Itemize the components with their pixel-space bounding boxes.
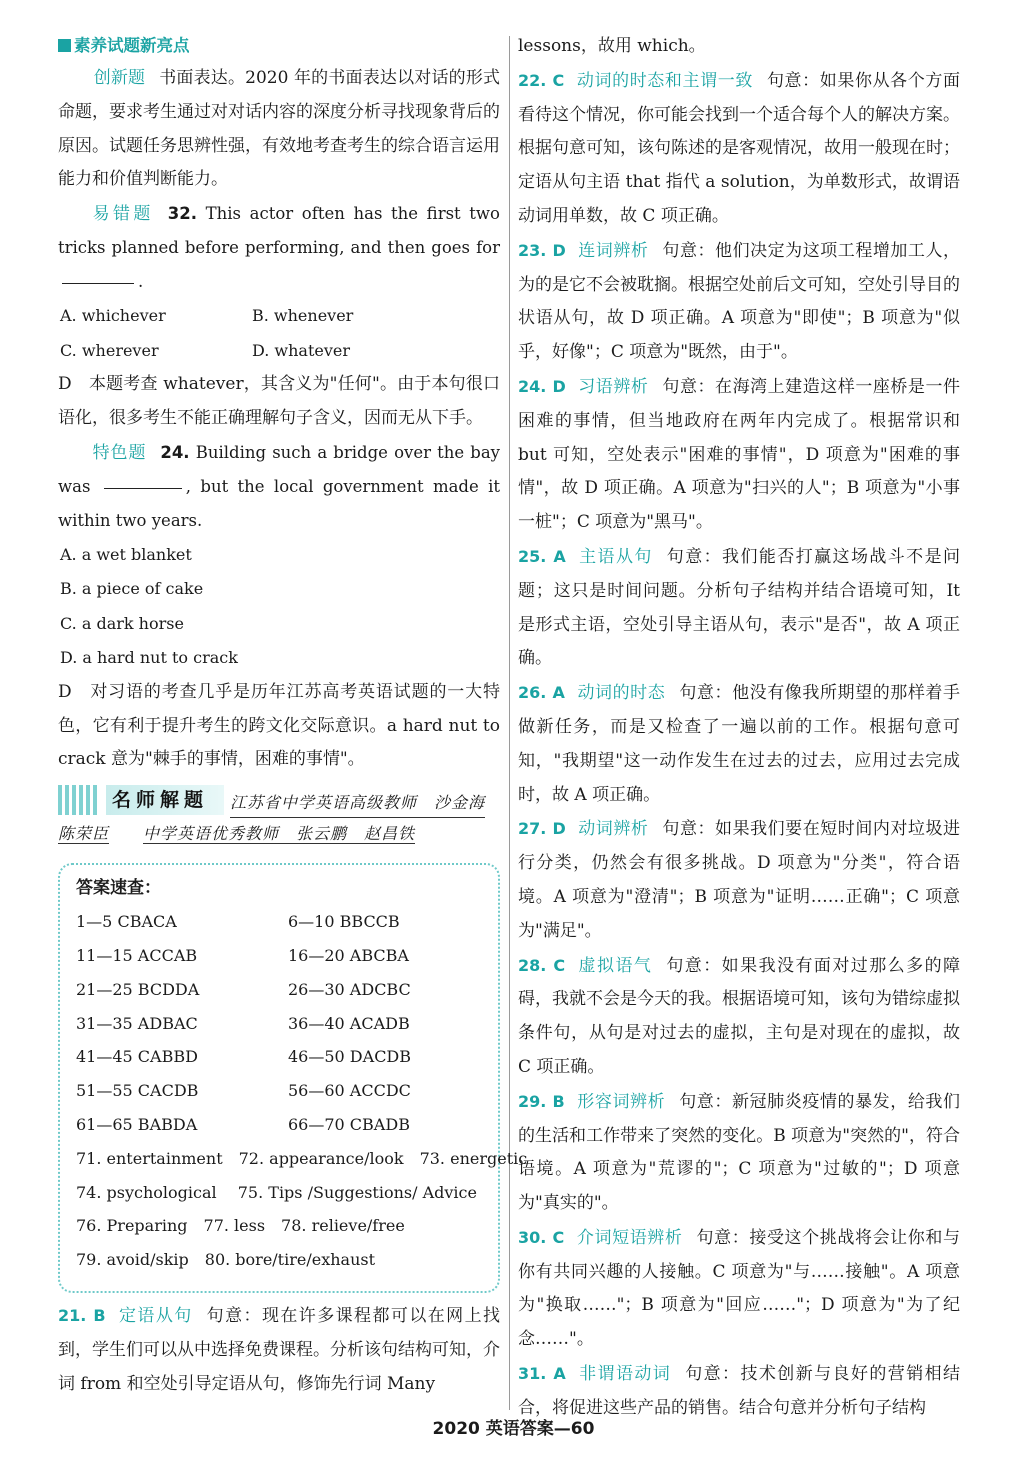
explanation-item: 22. C 动词的时态和主谓一致 句意：如果你从各个方面看待这个情况，你可能会找到一个适合每个人的解决方案。根据句意可知，该句陈述的是客观情况，故用一般现在时；定语从句主语 that 指代 a solution，为单数形式，故谓语动词用单数，故 C 项正确。 [518,70,961,226]
question-number: 25. A [518,546,566,566]
answer-line: 79. avoid/skip 80. bore/tire/exhaust [76,1250,376,1270]
answer-group: 11—15 ACCAB [76,945,198,965]
question-number: 27. D [518,819,566,839]
error-prone-options [58,299,500,368]
grammar-tag: 连词辨析 [577,240,649,261]
error-prone-explanation: D 本题考查 whatever，其含义为"任何"。由于本句很口语化，很多考生不能正确理解句子含义，因而无从下手。 [58,374,500,428]
innovative-tag: 创新题 [93,68,146,88]
option: B. a piece of cake [60,579,204,599]
explanation-item: 28. C 虚拟语气 句意：如果我没有面对过那么多的障碍，我就不会是今天的我。根据语境可知，该句为错综虚拟条件句，从句是对过去的虚拟，主句是对现在的虚拟，故 C 项正确。 [518,955,961,1077]
question-number: 29. B [518,1091,565,1111]
page-footer: 2020 英语答案—60 [432,1419,595,1439]
grammar-tag: 动词的时态 [576,683,666,704]
explanation-item: 30. C 介词短语辨析 句意：接受这个挑战将会让你和与你有共同兴趣的人接触。C 项意为"与……接触"。A 项意为"换取……"；B 项意为"回应……"；D 项意为"为了纪念……"。 [518,1227,961,1350]
answer-group: 66—70 CBADB [288,1114,410,1134]
teacher-names: 江苏省中学英语高级教师 沙金海 [230,789,485,818]
answer-box [58,863,528,1293]
answer-grid [76,905,486,1142]
answer-group: 46—50 DACDB [288,1047,412,1067]
answer-line: 71. entertainment 72. appearance/look 73. energetic [76,1148,528,1168]
answer-line: 74. psychological 75. Tips /Suggestions/ Advice [76,1182,477,1202]
question-21-explanation: 21. B 定语从句 句意：现在许多课程都可以在网上找到，学生们可以从中选择免费课程。分析该句结构可知，介词 from 和空处引导定语从句，修饰先行词 Many [58,1306,501,1394]
question-21-continued: lessons，故用 which。 [518,36,706,56]
answer-box-title: 答案速查： [76,878,161,899]
grammar-tag: 虚拟语气 [577,955,653,976]
question-number: 30. C [518,1227,565,1247]
answer-group: 56—60 ACCDC [288,1081,411,1101]
question-number: 21. B [58,1306,106,1326]
right-column [518,30,960,1426]
answer-group: 6—10 BBCCB [288,912,400,932]
teacher-banner [58,781,500,819]
answer-line: 76. Preparing 77. less 78. relieve/free [76,1216,405,1236]
answer-group: 41—45 CABBD [76,1047,198,1067]
question-number: 24. D [518,376,566,396]
question-number: 24. [160,442,190,462]
grammar-tag: 动词辨析 [577,819,649,840]
question-number: 23. D [518,240,566,260]
square-icon [58,39,71,52]
question-number: 26. A [518,683,565,703]
answer-group: 31—35 ADBAC [76,1013,198,1033]
error-prone-tag: 易错题 [92,204,154,225]
answer-group: 61—65 BABDA [76,1114,198,1134]
grammar-tag: 习语辨析 [577,376,649,397]
innovative-paragraph: 创新题 书面表达。2020 年的书面表达以对话的形式命题，要求考生通过对对话内容的深度分析寻找现象背后的原因。试题任务思辨性强，有效地考查考生的综合语言运用能力和价值判断能力。 [58,68,500,190]
error-prone-question: 易错题 32. This actor often has the first two tricks planned before performing, and then goes for. [58,204,500,292]
explanation-item: 31. A 非谓语动词 句意：技术创新与良好的营销相结合，将促进这些产品的销售。结合句意并分析句子结构 [518,1364,961,1418]
answer-blank [62,283,134,284]
explanation-item: 24. D 习语辨析 句意：在海湾上建造这样一座桥是一件困难的事情，但当地政府在两年内完成了。根据常识和 but 可知，空处表示"困难的事情"，D 项意为"困难的事情"，故 D 项正确。A 项意为"扫兴的人"；B 项意为"小事一桩"；C 项意为"黑马"。 [518,376,961,533]
question-number: 32. [167,204,198,224]
section-title: 素养试题新亮点 [58,30,500,62]
column-divider [509,36,510,1410]
option: A. a wet blanket [60,544,192,564]
explanation-item: 26. A 动词的时态 句意：他没有像我所期望的那样着手做新任务，而是又检查了一遍以前的工作。根据句意可知，"我期望"这一动作发生在过去的过去，应用过去完成时，故 A 项正确。 [518,683,961,805]
option: C. a dark horse [60,613,184,633]
answer-group: 36—40 ACADB [288,1013,410,1033]
option: D. whatever [252,340,351,360]
answer-group: 26—30 ADCBC [288,979,411,999]
answer-group: 16—20 ABCBA [288,945,409,965]
grammar-tag: 形容词辨析 [576,1091,666,1112]
explanation-item: 25. A 主语从句 句意：我们能否打赢这场战斗不是问题；这只是时间问题。分析句子结构并结合语境可知，It 是形式主语，空处引导主语从句，表示"是否"，故 A 项正确。 [518,546,961,669]
teacher-names-line2: 陈荣臣 中学英语优秀教师 张云鹏 赵昌铁 [58,824,416,844]
question-number: 22. C [518,70,565,90]
answer-group: 1—5 CBACA [76,912,177,932]
stripe-decoration [58,785,100,815]
question-number: 28. C [518,955,566,975]
explanation-item: 29. B 形容词辨析 句意：新冠肺炎疫情的暴发，给我们的生活和工作带来了突然的变化。B 项意为"突然的"，符合语境。A 项意为"荒谬的"；C 项意为"过敏的"；D 项意为"真实的"。 [518,1091,961,1214]
answer-group: 21—25 BCDDA [76,979,200,999]
answer-group: 51—55 CACDB [76,1081,199,1101]
question-number: 31. A [518,1364,566,1384]
featured-question: 特色题 24. Building such a bridge over the bay was , but the local government made it within two years. [58,442,501,530]
grammar-tag: 介词短语辨析 [576,1227,683,1248]
grammar-tag: 主语从句 [577,546,653,567]
grammar-tag: 定语从句 [117,1306,193,1327]
left-column [58,30,528,1402]
grammar-tag: 非谓语动词 [577,1364,672,1385]
featured-tag: 特色题 [92,442,147,463]
option: C. wherever [60,340,159,360]
grammar-tag: 动词的时态和主谓一致 [576,70,753,91]
explanation-item: 23. D 连词辨析 句意：他们决定为这项工程增加工人，为的是它不会被耽搁。根据空处前后文可知，空处引导目的状语从句，故 D 项正确。A 项意为"即使"；B 项意为"似乎，好像"；C 项意为"既然，由于"。 [518,240,961,363]
explanation-item: 27. D 动词辨析 句意：如果我们要在短时间内对垃圾进行分类，仍然会有很多挑战。D 项意为"分类"，符合语境。A 项意为"澄清"；B 项意为"证明……正确"；C 项意为"满足"。 [518,819,961,941]
banner-title: 名师解题 [106,785,224,815]
answer-blank [104,488,182,489]
option: D. a hard nut to crack [60,648,238,668]
featured-explanation: D 对习语的考查几乎是历年江苏高考英语试题的一大特色，它有利于提升考生的跨文化交际意识。a hard nut to crack 意为"棘手的事情，困难的事情"。 [58,681,500,770]
option: A. whichever [60,306,166,326]
option: B. whenever [252,306,354,326]
